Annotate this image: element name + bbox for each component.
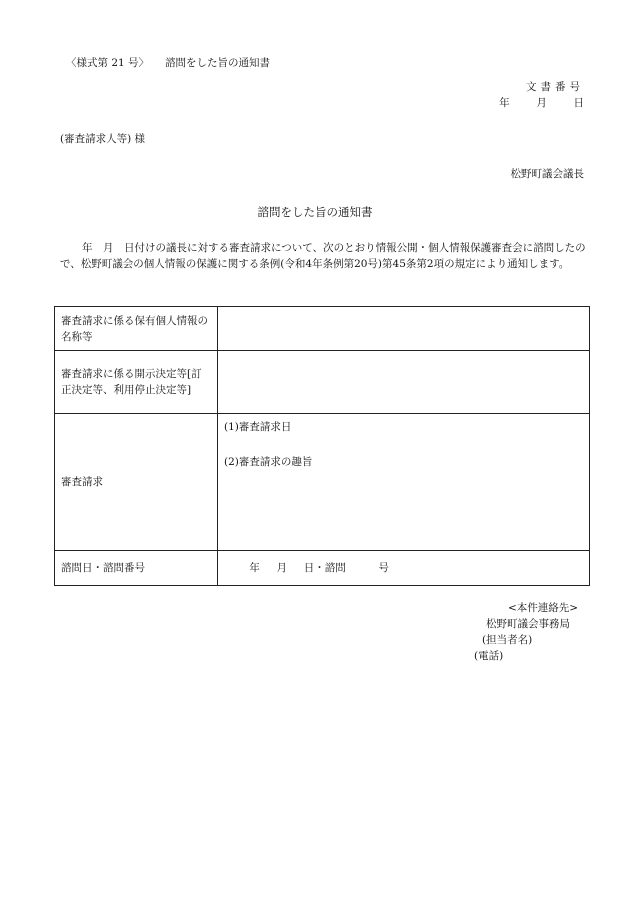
consult-year: 年: [249, 561, 260, 574]
row-value-consultation: [218, 551, 590, 586]
row-label-disclosure-decision: 審査請求に係る開示決定等[訂正決定等、利用停止決定等]: [55, 351, 218, 414]
contact-office: 松野町議会事務局: [486, 618, 570, 630]
notice-table: [54, 306, 590, 586]
contact-block: [474, 600, 578, 664]
document-title: 諮問をした旨の通知書: [257, 205, 373, 219]
table-row: [55, 414, 590, 551]
document-date: [499, 96, 584, 111]
addressee: (審査請求人等) 様: [60, 133, 146, 145]
date-day: 日: [573, 97, 584, 109]
document-number: 文書番号: [526, 81, 584, 93]
table-row: [55, 307, 590, 351]
appeal-date-item: (1)審査請求日: [224, 421, 292, 433]
row-label-appeal: 審査請求: [55, 414, 218, 551]
row-label-consultation: 諮問日・諮問番号: [55, 551, 218, 586]
date-year: 年: [499, 97, 510, 109]
body-text: 年 月 日付けの議長に対する審査請求について、次のとおり情報公開・個人情報保護審査会に諮問したので、松野町議会の個人情報の保護に関する条例(令和4年条例第20号)第45条第2項の規定により通知します。: [60, 242, 586, 270]
consult-day: 日・諮問: [303, 561, 346, 574]
row-value-personal-info-name: [218, 307, 590, 351]
contact-heading: <本件連絡先>: [508, 602, 579, 614]
date-month: 月: [536, 97, 547, 109]
table-row: [55, 551, 590, 586]
form-number-line: [66, 56, 270, 71]
appeal-purpose-item: (2)審査請求の趣旨: [224, 455, 313, 468]
contact-person: (担当者名): [482, 634, 533, 646]
sender: 松野町議会議長: [510, 168, 584, 180]
row-value-disclosure-decision: [218, 351, 590, 414]
consult-month: 月: [276, 561, 288, 574]
consult-number: 号: [378, 561, 389, 574]
table-row: [55, 351, 590, 414]
form-title: 諮問をした旨の通知書: [165, 57, 271, 69]
row-label-personal-info-name: 審査請求に係る保有個人情報の名称等: [55, 307, 218, 351]
contact-phone: (電話): [474, 650, 504, 662]
form-label: 〈様式第 21 号〉: [66, 57, 150, 69]
row-value-appeal: [218, 414, 590, 551]
